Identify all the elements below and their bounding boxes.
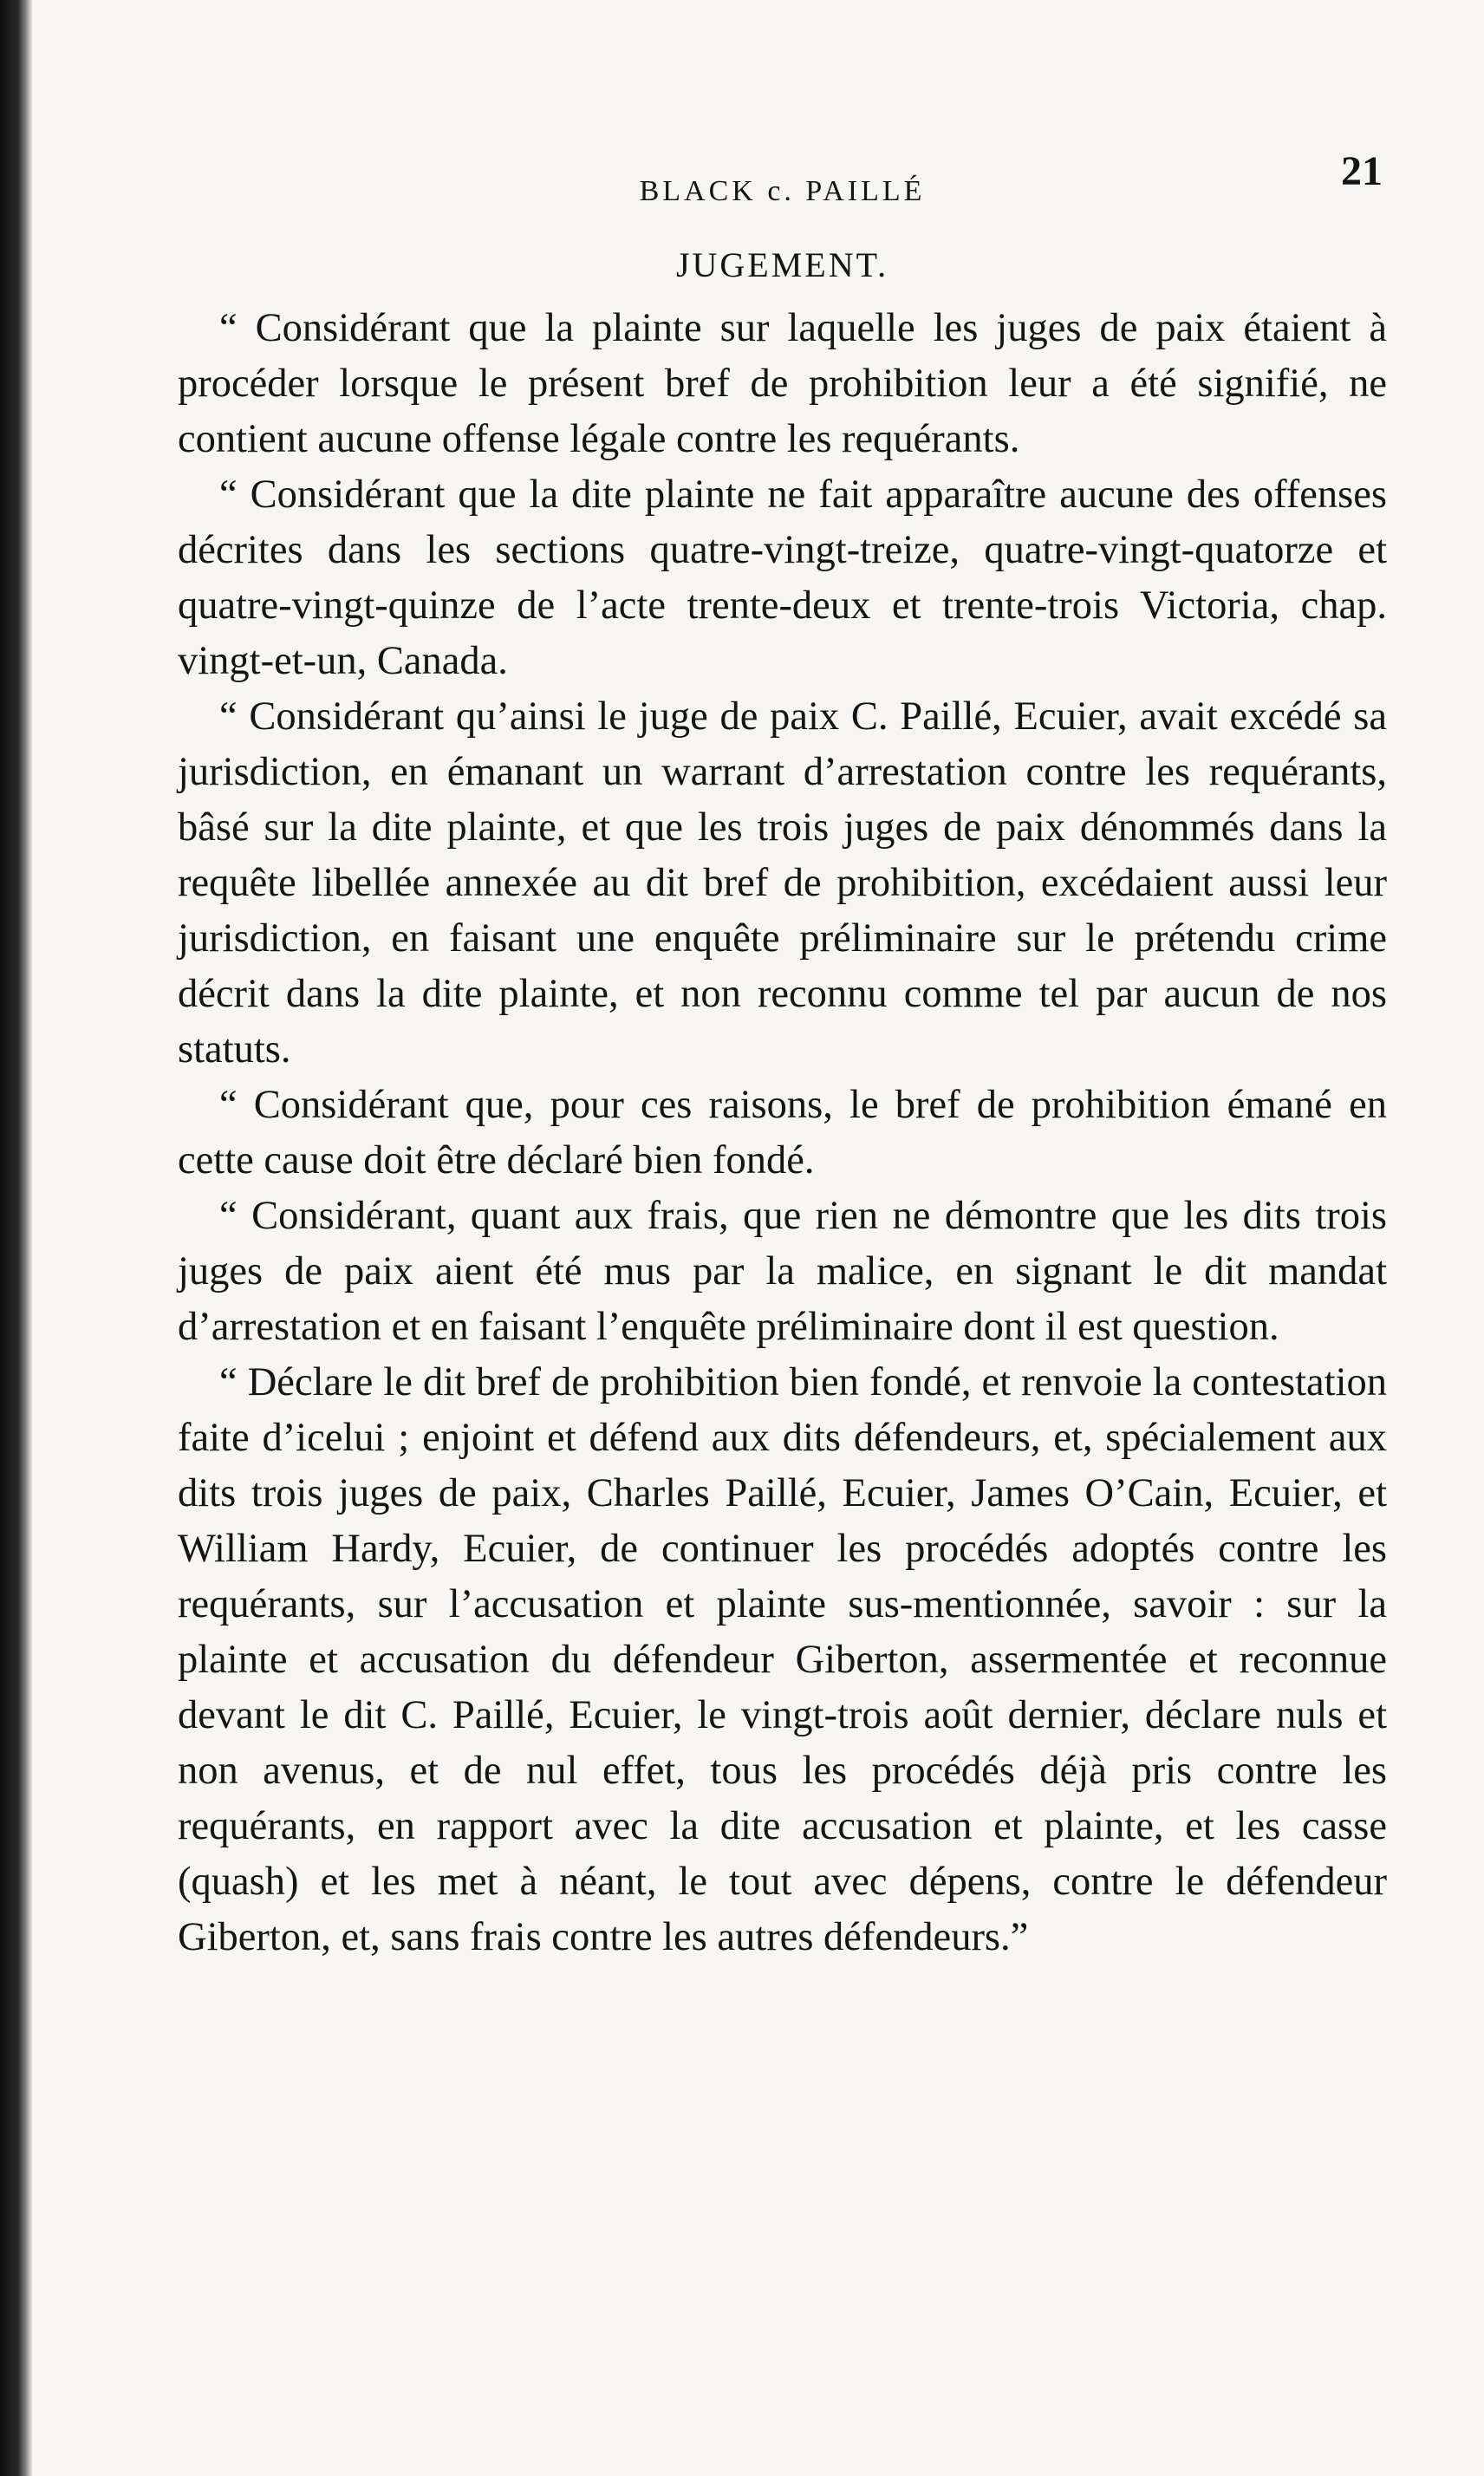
running-head xyxy=(178,130,1387,208)
section-heading: JUGEMENT. xyxy=(675,245,889,284)
paragraph: “ Déclare le dit bref de prohibition bien fondé, et renvoie la contestation faite d’icelui ; enjoint et défend aux dits défendeurs, et, spécialement aux dits trois juges de paix, Charles Paillé, Ecuier, James O’Cain, Ecuier, et William Hardy, Ecuier, de continuer les procédés adoptés contre les requérants, sur l’accusation et plainte sus-mentionnée, savoir : sur la plainte et accusation du défendeur Giberton, assermentée et reconnue devant le dit C. Paillé, Ecuier, le vingt-trois août dernier, déclare nuls et non avenus, et de nul effet, tous les procédés déjà pris contre les requérants, en rapport avec la dite accusation et plainte, et les casse (quash) et les met à néant, le tout avec dépens, contre le défendeur Giberton, et, sans frais contre les autres défendeurs.” xyxy=(178,1360,1387,1959)
paragraph: “ Considérant que, pour ces raisons, le bref de prohibition émané en cette cause doit être déclaré bien fondé. xyxy=(178,1083,1387,1183)
paragraph: “ Considérant, quant aux frais, que rien ne démontre que les dits trois juges de paix aient été mus par la malice, en signant le dit mandat d’arrestation et en faisant l’enquête préliminaire dont il est question. xyxy=(178,1194,1387,1349)
book-page xyxy=(178,130,1387,2436)
running-title: BLACK c. PAILLÉ xyxy=(639,175,926,207)
judgment-text xyxy=(178,301,1387,1965)
paragraph: “ Considérant que la dite plainte ne fait apparaître aucune des offenses décrites dans les sections quatre-vingt-treize, quatre-vingt-quatorze et quatre-vingt-quinze de l’acte trente-deux et trente-trois Victoria, chap. vingt-et-un, Canada. xyxy=(178,472,1387,683)
paragraph: “ Considérant qu’ainsi le juge de paix C. Paillé, Ecuier, avait excédé sa jurisdiction, en émanant un warrant d’arrestation contre les requérants, bâsé sur la dite plainte, et que les trois juges de paix dénommés dans la requête libellée annexée au dit bref de prohibition, excédaient aussi leur jurisdiction, en faisant une enquête préliminaire sur le prétendu crime décrit dans la dite plainte, et non reconnu comme tel par aucun de nos statuts. xyxy=(178,694,1387,1072)
page-number: 21 xyxy=(1341,148,1383,194)
paragraph: “ Considérant que la plainte sur laquelle les juges de paix étaient à procéder lorsque le présent bref de prohibition leur a été signifié, ne contient aucune offense légale contre les requérants. xyxy=(178,306,1387,461)
page-binding-edge xyxy=(0,0,33,2476)
